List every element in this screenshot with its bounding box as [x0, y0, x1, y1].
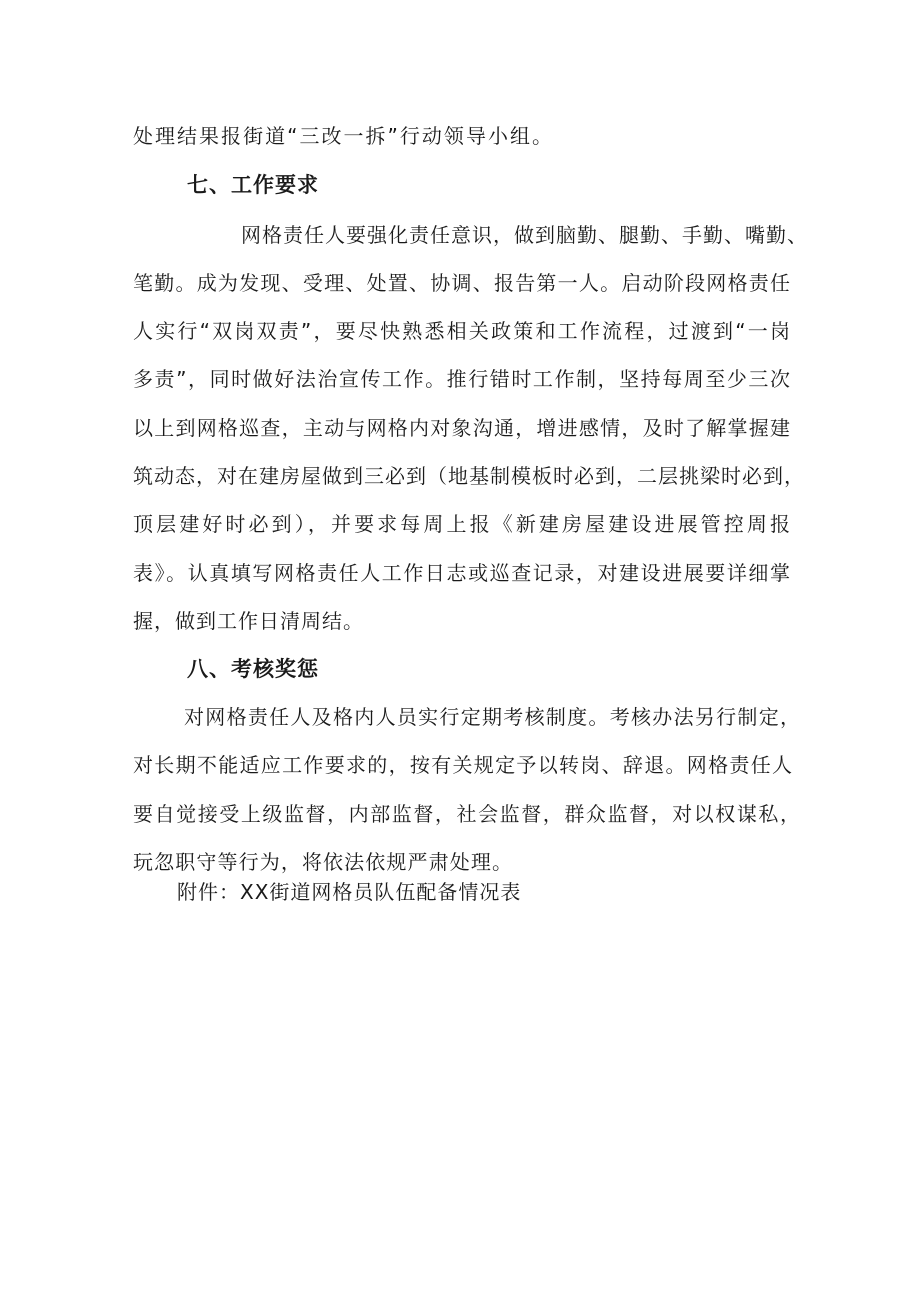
section-7-line: 表》。认真填写网格责任人工作日志或巡查记录，对建设进展要详细掌 [133, 561, 791, 585]
attachment-note: 附件：XX街道网格员队伍配备情况表 [177, 880, 522, 904]
section-7-line: 网格责任人要强化责任意识，做到脑勤、腿勤、手勤、嘴勤、 [241, 223, 808, 247]
section-8-line: 对长期不能适应工作要求的，按有关规定予以转岗、辞退。网格责任人 [133, 753, 793, 777]
section-7-heading: 七、工作要求 [187, 173, 319, 197]
section-7-line: 顶层建好时必到），并要求每周上报《新建房屋建设进展管控周报 [133, 512, 791, 536]
section-7-line: 以上到网格巡查，主动与网格内对象沟通，增进感情，及时了解掌握建 [133, 416, 791, 440]
intro-line: 处理结果报街道“三改一拆”行动领导小组。 [133, 124, 553, 148]
section-8-line: 要自觉接受上级监督，内部监督，社会监督，群众监督，对以权谋私， [133, 802, 801, 826]
section-8-heading: 八、考核奖惩 [187, 657, 319, 681]
section-8-line: 对网格责任人及格内人员实行定期考核制度。考核办法另行制定， [184, 705, 801, 729]
section-7-line: 筑动态，对在建房屋做到三必到（地基制模板时必到，二层挑梁时必到， [133, 464, 805, 488]
section-7-line: 笔勤。成为发现、受理、处置、协调、报告第一人。启动阶段网格责任 [133, 271, 791, 295]
section-7-line: 多责”，同时做好法治宣传工作。推行错时工作制，坚持每周至少三次 [133, 367, 791, 391]
section-8-line: 玩忽职守等行为，将依法依规严肃处理。 [133, 850, 513, 874]
section-7-line: 人实行“双岗双责”，要尽快熟悉相关政策和工作流程，过渡到“一岗 [133, 319, 791, 343]
section-7-line: 握，做到工作日清周结。 [133, 609, 364, 633]
